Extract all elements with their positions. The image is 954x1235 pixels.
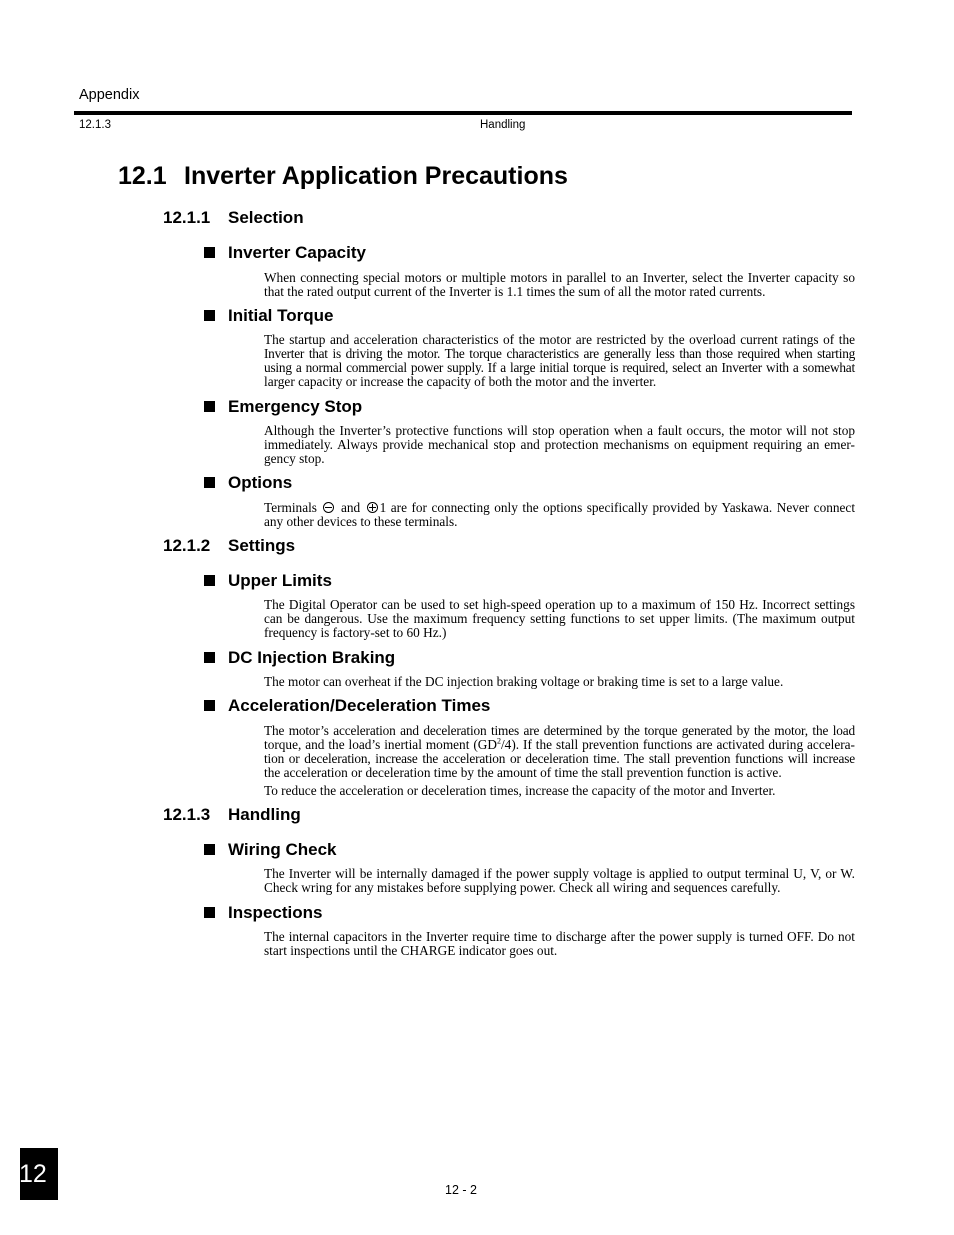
paragraph-options	[264, 501, 855, 529]
square-bullet-icon	[204, 575, 215, 586]
section-title: Handling	[228, 805, 301, 824]
chapter-number: 12	[19, 1160, 47, 1188]
text-fragment: torque, and the load’s inertial moment (GD	[264, 737, 497, 752]
text-line: frequency is factory-set to 60 Hz.)	[264, 625, 447, 640]
page-title-text: Inverter Application Precautions	[184, 162, 568, 190]
paragraph-inverter-capacity	[264, 271, 855, 299]
section-heading-settings	[163, 536, 295, 556]
text-fragment: Terminals	[264, 500, 317, 515]
text-line: that the rated output current of the Inverter is 1.1 times the sum of all the motor rated currents.	[264, 284, 766, 299]
heading-inverter-capacity	[204, 243, 366, 263]
text-line: can be dangerous. Use the maximum frequency setting functions to set upper limits. (The maximum output	[264, 611, 855, 626]
header-running-title: Handling	[480, 119, 526, 131]
paragraph-initial-torque	[264, 333, 855, 389]
text-line: The internal capacitors in the Inverter require time to discharge after the power supply is turned OFF. Do not	[264, 929, 855, 944]
square-bullet-icon	[204, 247, 215, 258]
text-line: Inverter that is driving the motor. The torque characteristics are generally less than those required when starting	[264, 346, 855, 361]
heading-accel-decel-times	[204, 696, 490, 716]
text-line: When connecting special motors or multiple motors in parallel to an Inverter, select the Inverter capacity so	[264, 270, 855, 285]
text-fragment: 1 are for connecting only the options specifically provided by Yaskawa. Never connect	[379, 500, 856, 515]
paragraph-inspections	[264, 930, 855, 958]
paragraph-upper-limits	[264, 598, 855, 640]
heading-text: Options	[228, 473, 293, 492]
text-line: larger capacity or increase the capacity of both the motor and the inverter.	[264, 374, 657, 389]
square-bullet-icon	[204, 477, 215, 488]
header-section-label: Appendix	[79, 87, 140, 103]
heading-text: Acceleration/Deceleration Times	[228, 696, 491, 715]
text-line: The startup and acceleration characteristics of the motor are restricted by the overload current ratings of the	[264, 332, 855, 347]
section-title: Selection	[228, 208, 304, 227]
header-rule	[74, 111, 852, 115]
text-line: tion or deceleration, increase the acceleration or deceleration time. The stall prevention functions will increase	[264, 751, 855, 766]
text-line: using a normal commercial power supply. If a large initial torque is required, select an Inverter with a somewhat	[264, 360, 855, 375]
square-bullet-icon	[204, 310, 215, 321]
heading-text: Initial Torque	[228, 306, 334, 325]
text-line	[264, 501, 855, 515]
text-line: gency stop.	[264, 451, 325, 466]
text-line: The Inverter will be internally damaged if the power supply voltage is applied to output terminal U, V, or W.	[264, 866, 855, 881]
chapter-tab	[20, 1148, 58, 1200]
paragraph-accel-decel-times	[264, 724, 855, 798]
section-heading-selection	[163, 208, 304, 228]
heading-inspections	[204, 903, 322, 923]
heading-text: Emergency Stop	[228, 397, 363, 416]
text-line: To reduce the acceleration or deceleration times, increase the capacity of the motor and Inverter.	[264, 783, 776, 798]
square-bullet-icon	[204, 700, 215, 711]
square-bullet-icon	[204, 652, 215, 663]
paragraph-wiring-check	[264, 867, 855, 895]
header-running-number: 12.1.3	[79, 119, 111, 131]
text-fragment: /4). If the stall prevention functions are activated during accelera-	[500, 737, 855, 752]
heading-upper-limits	[204, 571, 332, 591]
text-line	[264, 738, 855, 752]
text-line: start inspections until the CHARGE indicator goes out.	[264, 943, 558, 958]
heading-text: DC Injection Braking	[228, 648, 396, 667]
section-number: 12.1.3	[163, 805, 211, 824]
page-number: 12 - 2	[445, 1183, 477, 1197]
paragraph-dc-injection-braking	[264, 675, 855, 689]
heading-wiring-check	[204, 840, 336, 860]
text-line: The motor’s acceleration and deceleration times are determined by the torque generated by the motor, the load	[264, 723, 855, 738]
text-line: any other devices to these terminals.	[264, 514, 458, 529]
section-number: 12.1.1	[163, 208, 211, 227]
heading-options	[204, 473, 292, 493]
text-line: The motor can overheat if the DC injection braking voltage or braking time is set to a large value.	[264, 674, 784, 689]
text-line: Although the Inverter’s protective functions will stop operation when a fault occurs, the motor will not stop	[264, 423, 855, 438]
heading-text: Inspections	[228, 903, 323, 922]
minus-terminal-icon	[323, 502, 334, 513]
text-line: Check wring for any mistakes before supplying power. Check all wiring and sequences carefully.	[264, 880, 781, 895]
square-bullet-icon	[204, 844, 215, 855]
plus-terminal-icon	[367, 502, 378, 513]
section-title: Settings	[228, 536, 296, 555]
paragraph-emergency-stop	[264, 424, 855, 466]
page-title	[118, 162, 568, 191]
heading-emergency-stop	[204, 397, 362, 417]
superscript: 2	[496, 736, 501, 746]
square-bullet-icon	[204, 401, 215, 412]
text-fragment: and	[340, 500, 361, 515]
text-line: the acceleration or deceleration time by the amount of time the stall prevention function is active.	[264, 765, 782, 780]
heading-initial-torque	[204, 306, 333, 326]
square-bullet-icon	[204, 907, 215, 918]
heading-dc-injection-braking	[204, 648, 395, 668]
heading-text: Upper Limits	[228, 571, 332, 590]
page-title-number: 12.1	[118, 162, 167, 190]
section-number: 12.1.2	[163, 536, 211, 555]
section-heading-handling	[163, 805, 301, 825]
text-line: The Digital Operator can be used to set high-speed operation up to a maximum of 150 Hz. Incorrect settings	[264, 597, 855, 612]
heading-text: Wiring Check	[228, 840, 337, 859]
text-line: immediately. Always provide mechanical stop and protection mechanisms on equipment requiring an emer-	[264, 437, 855, 452]
heading-text: Inverter Capacity	[228, 243, 366, 262]
